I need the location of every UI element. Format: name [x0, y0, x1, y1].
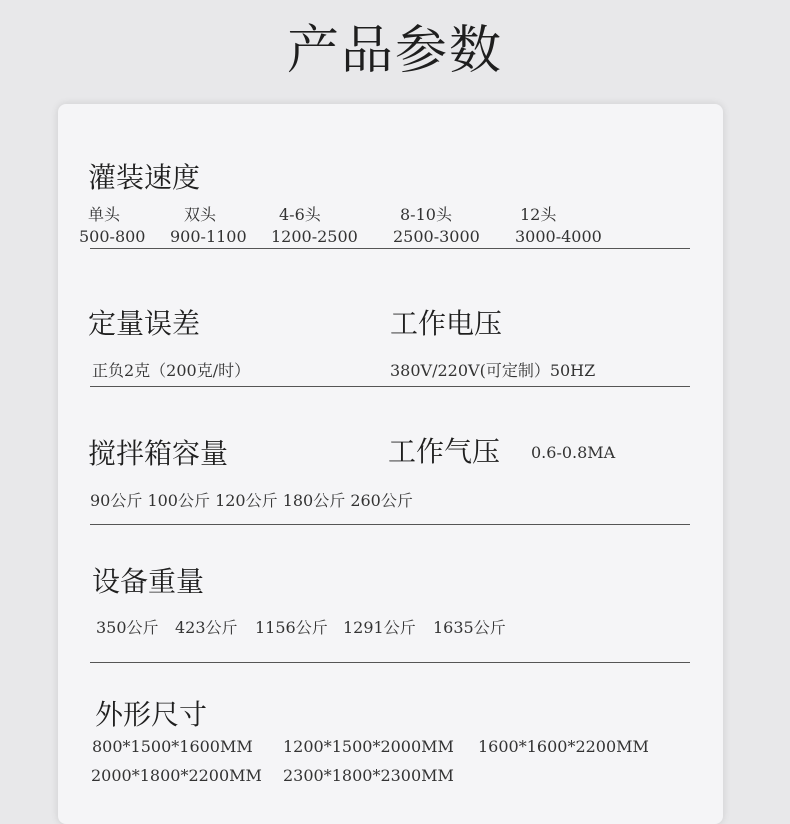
- capacity-label: 搅拌箱容量: [88, 437, 229, 470]
- speed-value-4: 2500-3000: [393, 227, 480, 246]
- speed-head-5: 12头: [520, 205, 557, 224]
- speed-value-3: 1200-2500: [271, 227, 358, 246]
- dimensions-value-4: 2000*1800*2200MM: [91, 766, 262, 785]
- dimensions-value-5: 2300*1800*2300MM: [283, 766, 454, 785]
- pressure-label: 工作气压: [388, 435, 501, 468]
- page-title: 产品参数: [286, 21, 503, 81]
- speed-value-2: 900-1100: [170, 227, 247, 246]
- dimensions-value-1: 800*1500*1600MM: [92, 737, 253, 756]
- error-value: 正负2克（200克/时）: [92, 361, 251, 380]
- speed-head-1: 单头: [88, 205, 121, 224]
- weight-value-1: 350公斤: [96, 618, 159, 637]
- speed-label: 灌装速度: [88, 161, 201, 194]
- weight-value-4: 1291公斤: [343, 618, 416, 637]
- weight-label: 设备重量: [92, 565, 205, 598]
- divider: [90, 662, 690, 663]
- capacity-value: 90公斤 100公斤 120公斤 180公斤 260公斤: [90, 491, 413, 510]
- weight-value-5: 1635公斤: [433, 618, 506, 637]
- weight-value-2: 423公斤: [175, 618, 238, 637]
- voltage-label: 工作电压: [390, 307, 503, 340]
- dimensions-label: 外形尺寸: [95, 698, 208, 731]
- voltage-value: 380V/220V(可定制）50HZ: [390, 361, 596, 380]
- error-label: 定量误差: [88, 307, 201, 340]
- divider: [90, 248, 690, 249]
- divider: [90, 386, 690, 387]
- speed-head-4: 8-10头: [400, 205, 452, 224]
- dimensions-value-2: 1200*1500*2000MM: [283, 737, 454, 756]
- speed-value-5: 3000-4000: [515, 227, 602, 246]
- divider: [90, 524, 690, 525]
- speed-value-1: 500-800: [79, 227, 146, 246]
- speed-head-2: 双头: [184, 205, 217, 224]
- pressure-value: 0.6-0.8MA: [531, 443, 616, 462]
- speed-head-3: 4-6头: [279, 205, 321, 224]
- weight-value-3: 1156公斤: [255, 618, 328, 637]
- dimensions-value-3: 1600*1600*2200MM: [478, 737, 649, 756]
